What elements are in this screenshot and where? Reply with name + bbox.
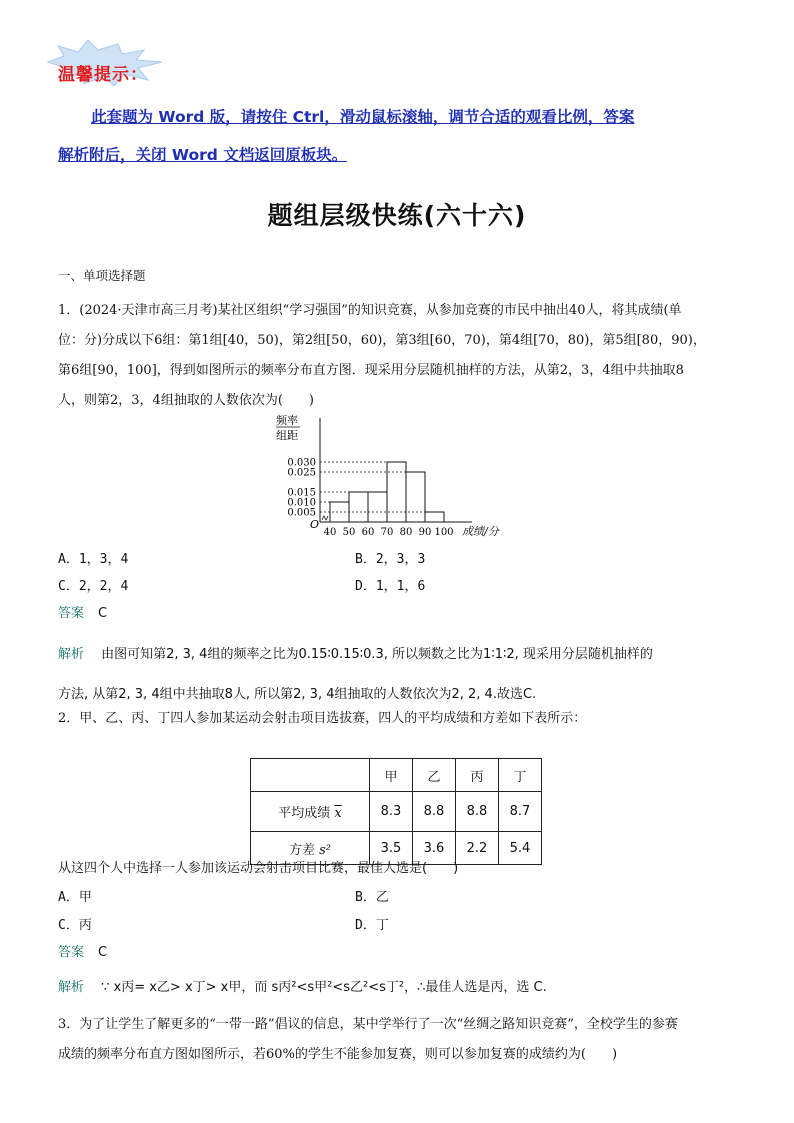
q2-explanation: [58, 976, 748, 995]
y-axis-label-bottom: 组距: [276, 429, 298, 442]
y-tick-label: 0.005: [287, 507, 316, 519]
question-1-stem: [58, 296, 748, 416]
y-tick-label: 0.010: [287, 497, 316, 509]
histogram-bar: [349, 492, 368, 522]
q2-option-b[interactable]: B．乙: [355, 890, 389, 905]
q2-ask: 从这四个人中选择一人参加该运动会射击项目比赛，最佳人选是( ): [58, 861, 459, 876]
x-tick-label: 80: [399, 527, 413, 538]
x-tick-label: 50: [342, 527, 356, 538]
x-tick-label: 90: [418, 527, 432, 538]
frequency-histogram: [262, 410, 512, 540]
q2-answer: [58, 941, 107, 960]
q1-line-2: 位：分)分成以下6组：第1组[40，50)，第2组[50，60)，第3组[60，70)，第4组[70，80)，第5组[80，90)，: [58, 333, 706, 348]
notice-line-1: 此套题为 Word 版，请按住 Ctrl，滑动鼠标滚轴，调节合适的观看比例，答案: [91, 108, 635, 126]
notice-text: [58, 98, 748, 174]
q1-option-a[interactable]: A．1，3，4: [58, 552, 129, 567]
q1-option-d[interactable]: D．1，1，6: [355, 579, 426, 594]
q1-answer: [58, 602, 107, 621]
table-cell: 8.3: [370, 792, 413, 832]
table-cell: 2.2: [456, 832, 499, 865]
q2-answer-value: C: [98, 945, 108, 960]
x-tick-label: 70: [380, 527, 394, 538]
q1-explain-line-1: 由图可知第2, 3, 4组的频率之比为0.15∶0.15∶0.3, 所以频数之比为1∶1∶2, 现采用分层随机抽样的: [101, 647, 653, 662]
table-cell: 3.5: [370, 832, 413, 865]
section-heading: 一、单项选择题: [58, 268, 146, 283]
q1-explain-line-2: 方法, 从第2, 3, 4组中共抽取8人, 所以第2, 3, 4组抽取的人数依次为2, 2, 4.故选C.: [58, 687, 537, 702]
table-header-cell: 丙: [456, 759, 499, 792]
row-label-variance: 方差 s²: [251, 832, 370, 865]
q3-line-1: 3．为了让学生了解更多的“一带一路”倡议的信息，某中学举行了一次“丝绸之路知识竞赛”，全校学生的参赛: [58, 1017, 678, 1032]
table-row: [251, 792, 542, 832]
score-table: [250, 758, 542, 865]
table-cell: 8.8: [456, 792, 499, 832]
table-header-cell: [251, 759, 370, 792]
q2-explain-text: ∵ x丙= x乙> x丁> x甲，而 s丙²<s甲²<s乙²<s丁²，∴最佳人选是丙，选 C.: [101, 980, 547, 995]
y-tick-label: 0.015: [287, 487, 316, 499]
histogram-bar: [368, 492, 387, 522]
x-axis-label: 成绩/分: [462, 525, 499, 538]
table-cell: 3.6: [413, 832, 456, 865]
q1-line-4: 人，则第2，3，4组抽取的人数依次为( ): [58, 393, 314, 408]
y-tick-label: 0.030: [287, 457, 316, 469]
histogram-bar: [387, 462, 406, 522]
table-cell: 8.7: [499, 792, 542, 832]
x-tick-label: 100: [434, 527, 454, 538]
q1-line-1: 1．(2024·天津市高三月考)某社区组织“学习强国”的知识竞赛，从参加竞赛的市民中抽出40人，将其成绩(单: [58, 303, 682, 318]
tip-label: 温馨提示：: [58, 65, 148, 85]
q1-answer-label: 答案: [58, 606, 85, 621]
q2-explain-label: 解析: [58, 980, 85, 995]
histogram-bar: [425, 512, 444, 522]
page-title: 题组层级快练(六十六): [267, 201, 527, 230]
y-tick-label: 0.025: [287, 467, 316, 479]
q1-answer-value: C: [98, 606, 108, 621]
table-header-cell: 甲: [370, 759, 413, 792]
notice-line-2: 解析附后，关闭 Word 文档返回原板块。: [58, 146, 348, 164]
q1-option-c[interactable]: C．2，2，4: [58, 579, 129, 594]
q2-option-a[interactable]: A．甲: [58, 890, 92, 905]
x-tick-label: 40: [323, 527, 337, 538]
question-2-stem: 2．甲、乙、丙、丁四人参加某运动会射击项目选拔赛，四人的平均成绩和方差如下表所示：: [58, 711, 587, 726]
q2-option-d[interactable]: D．丁: [355, 918, 389, 933]
table-header-cell: 丁: [499, 759, 542, 792]
q2-option-c[interactable]: C．丙: [58, 918, 92, 933]
q3-line-2: 成绩的频率分布直方图如图所示，若60%的学生不能参加复赛，则可以参加复赛的成绩约为( ): [58, 1047, 618, 1062]
table-cell: 8.8: [413, 792, 456, 832]
x-tick-label: 60: [361, 527, 375, 538]
table-cell: 5.4: [499, 832, 542, 865]
q2-answer-label: 答案: [58, 945, 85, 960]
table-header-cell: 乙: [413, 759, 456, 792]
origin-label: O: [310, 518, 320, 531]
y-axis-label-top: 频率: [276, 414, 298, 427]
row-label-mean: 平均成绩 $\overline{x}$: [251, 792, 370, 832]
q1-option-b[interactable]: B．2，3，3: [355, 552, 426, 567]
table-header-row: [251, 759, 542, 792]
q1-explain-label: 解析: [58, 647, 85, 662]
q1-line-3: 第6组[90，100]，得到如图所示的频率分布直方图．现采用分层随机抽样的方法，从第2，3，4组中共抽取8: [58, 363, 684, 378]
q1-explanation: [58, 634, 748, 714]
question-3-stem: [58, 1010, 748, 1070]
axis-break-mark: [322, 516, 328, 520]
histogram-bar: [406, 472, 425, 522]
